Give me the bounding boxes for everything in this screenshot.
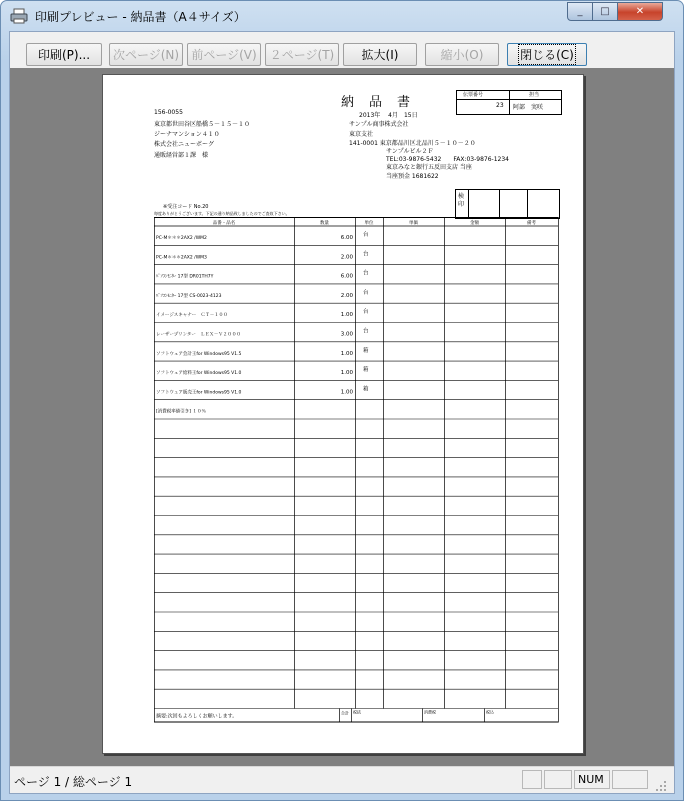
preview-area[interactable]	[10, 68, 674, 766]
status-bar	[10, 766, 674, 793]
thanks-line: 毎度ありがとうございます。下記の通り納品致しましたのでご査収下さい。	[154, 211, 290, 216]
item-quantity: 2.00	[340, 292, 353, 299]
inspection-stamp-box	[455, 189, 560, 219]
item-name: PC-M＊＊＊2AX2 /WM3	[156, 255, 207, 261]
footer-label-3: 税込	[486, 709, 494, 715]
zoom-out-label: 縮小(O)	[440, 48, 484, 62]
item-unit: 台	[363, 270, 369, 277]
column-header: 備考	[527, 221, 536, 226]
slip-number-header: 伝票番号	[463, 92, 484, 98]
status-pane-caps	[522, 770, 542, 789]
recipient-company: 株式会社ニューボーグ	[154, 141, 215, 148]
item-quantity: 6.00	[340, 235, 353, 241]
item-unit: 箱	[363, 386, 369, 393]
item-name: ﾊﾟｿｺﾝﾓﾆﾀｰ 17型 CS-0023-4123	[156, 293, 222, 299]
order-code: ※受注コード No.20	[163, 204, 209, 210]
print-button-label: 印刷(P)...	[37, 48, 91, 62]
column-header: 単価	[409, 221, 418, 226]
column-header: 単位	[364, 221, 374, 226]
item-name: ソフトウェア給料王for Windows95 V1.0	[156, 371, 242, 377]
item-name: ﾊﾟｿｺﾝﾓﾆﾀｰ 17型 DR01TH7Y	[156, 274, 214, 280]
column-header: 数量	[320, 221, 329, 226]
item-quantity: 1.00	[340, 370, 353, 377]
sender-address: 141-0001 東京都品川区北品川５－１０－２０	[349, 140, 476, 147]
item-unit: 台	[363, 232, 369, 238]
item-name: ソフトウェア販売王for Windows95 V1.0	[156, 390, 242, 396]
item-unit: 台	[363, 251, 369, 258]
item-quantity: 1.00	[340, 350, 353, 357]
page-status: ページ 1 / 総ページ 1	[14, 775, 133, 789]
item-quantity: 1.00	[340, 389, 353, 396]
close-window-button[interactable]	[617, 2, 663, 21]
inspection-label: 検印	[458, 193, 465, 208]
item-unit: 台	[363, 309, 369, 316]
maximize-button[interactable]	[592, 2, 618, 21]
total-label: 合計	[341, 710, 349, 716]
printer-icon	[10, 8, 28, 24]
item-quantity: 1.00	[340, 312, 353, 319]
recipient-address: 東京都世田谷区船橋５－１５－１０	[154, 121, 251, 128]
footer-label-1: 税抜	[353, 709, 361, 715]
item-unit: 台	[363, 328, 369, 335]
two-page-label: ２ページ(T)	[269, 48, 335, 62]
print-button[interactable]	[26, 43, 102, 66]
sender-company: サンプル商事株式会社	[349, 121, 409, 128]
prev-page-label: 前ページ(V)	[191, 48, 257, 62]
close-icon: ✕	[635, 6, 645, 17]
recipient-postal: 156-0055	[154, 109, 183, 116]
prev-page-button[interactable]	[187, 43, 261, 66]
items-table	[154, 217, 560, 720]
zoom-in-button[interactable]	[343, 43, 417, 66]
zoom-in-label: 拡大(I)	[361, 48, 399, 62]
item-quantity: 2.00	[340, 254, 353, 261]
document-title: 納 品 書	[341, 95, 412, 110]
next-page-label: 次ページ(N)	[112, 48, 180, 62]
person-header: 担当	[529, 92, 540, 98]
sender-building: サンプルビル２Ｆ	[386, 148, 434, 155]
zoom-out-button[interactable]	[425, 43, 499, 66]
sender-branch: 東京支社	[349, 131, 374, 138]
footer-note: 摘要:次回もよろしくお願いします。	[156, 713, 238, 720]
person-name: 阿部 実咲	[513, 104, 544, 111]
document-date: 2013年 4月 15日	[359, 112, 418, 119]
next-page-button[interactable]	[109, 43, 183, 66]
close-button-label: 閉じる(C)	[520, 48, 574, 62]
slip-number: 23	[496, 102, 504, 109]
status-pane-scrl	[612, 770, 648, 789]
item-name: イメージスキャナー ＣＴ－１００	[156, 313, 228, 319]
status-pane-num: NUM	[574, 770, 610, 789]
minimize-button[interactable]	[567, 2, 593, 21]
preview-toolbar	[10, 32, 674, 67]
minimize-icon: _	[577, 6, 583, 17]
window-title: 印刷プレビュー - 納品書（A４サイズ）	[35, 10, 246, 24]
recipient-building: ジーナマンション４１０	[154, 131, 220, 138]
recipient-dept: 通販経営部１課 様	[154, 152, 209, 159]
item-unit: 箱	[363, 347, 369, 354]
item-quantity: 6.00	[340, 273, 353, 280]
column-header: 金額	[470, 221, 479, 226]
item-quantity: 3.00	[340, 331, 353, 338]
column-header: 品番・品名	[212, 221, 236, 226]
sender-account: 当座預金 1681622	[386, 173, 439, 180]
client-area	[9, 31, 675, 794]
item-name: レーザープリンター ＬＥＸ－Ｖ２０００	[156, 332, 241, 338]
sender-bank: 東京みなと銀行五反田支店 当座	[386, 164, 472, 171]
item-name: ソフトウェア会計王for Windows95 V1.5	[156, 351, 242, 357]
item-unit: 箱	[363, 367, 369, 374]
status-pane-kana	[544, 770, 572, 789]
sender-tel-fax: TEL:03-9876-5432 FAX:03-9876-1234	[386, 156, 509, 163]
title-bar[interactable]	[1, 1, 683, 31]
document-page	[102, 74, 584, 754]
two-page-button[interactable]	[265, 43, 339, 66]
item-name: [消費税率値引き] １０％	[156, 409, 206, 415]
item-unit: 台	[363, 289, 369, 296]
item-name: PC-M＊＊＊2AX2 /WM2	[156, 236, 207, 241]
maximize-icon: □	[600, 6, 610, 17]
close-button[interactable]	[507, 43, 587, 66]
resize-grip-icon[interactable]	[654, 779, 668, 793]
footer-label-2: 消費税	[424, 709, 436, 715]
